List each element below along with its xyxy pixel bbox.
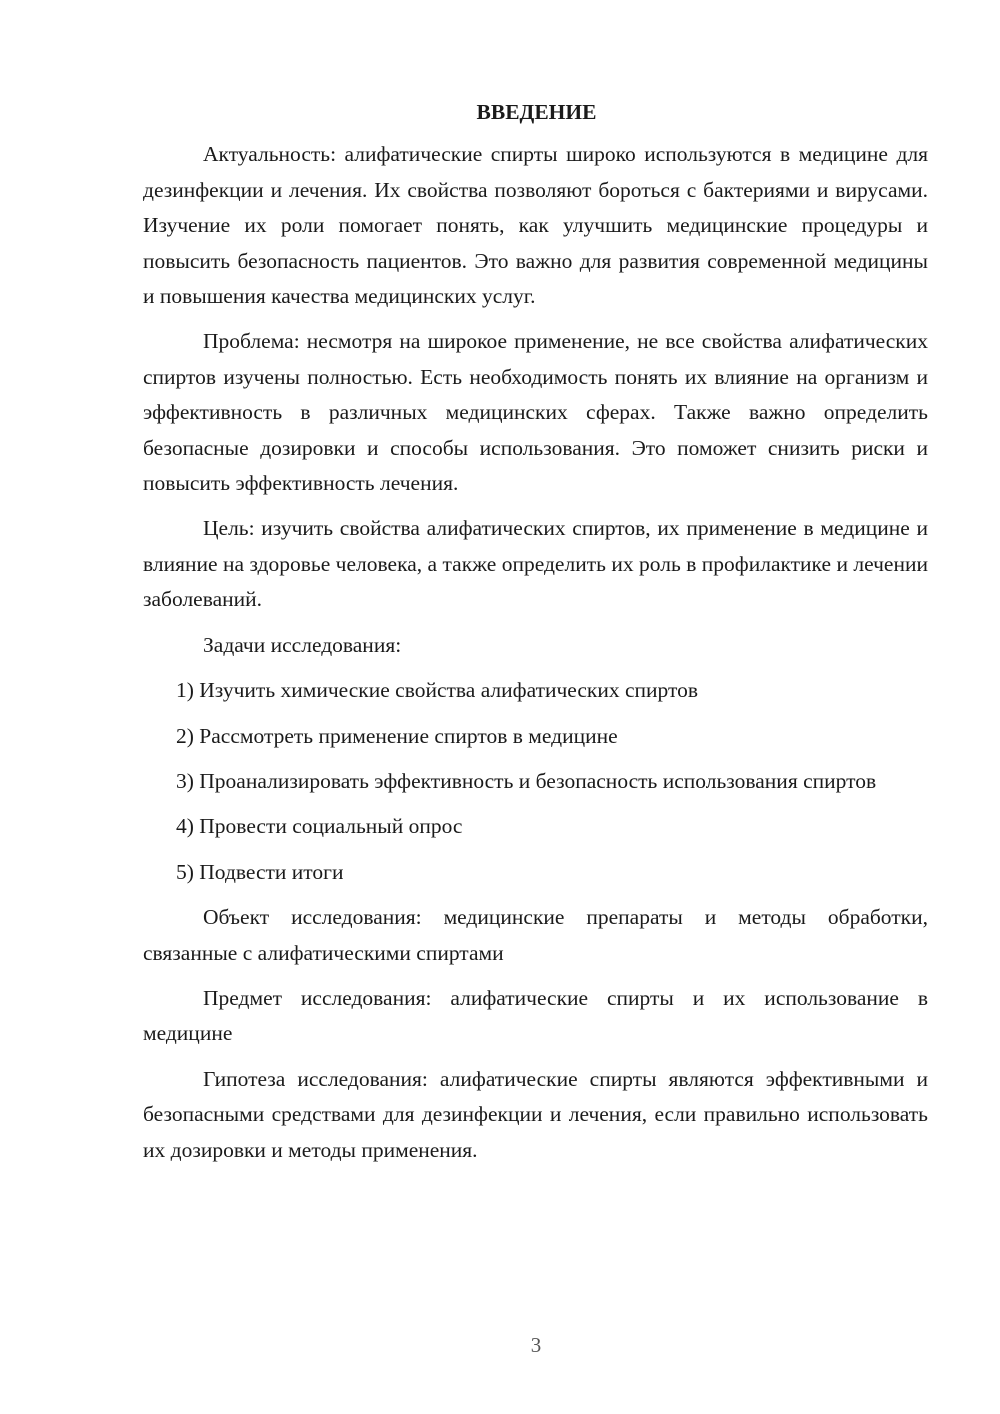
page-number: 3 [530,1333,542,1357]
page-content [143,95,928,1178]
section-heading: ВВЕДЕНИЕ [476,100,597,124]
task-item: 3) Проанализировать эффективность и безопасность использования спиртов [176,768,877,793]
paragraph-relevance: Актуальность: алифатические спирты широко используются в медицине для дезинфекции и лечения. Их свойства позволяют бороться с бактериями и вирусами. Изучение их роли помогает понять, как улучшить медицинские процедуры и повысить безопасность пациентов. Это важно для развития современной медицины и повышения качества медицинских услуг. [143,142,928,309]
task-item: 5) Подвести итоги [176,859,344,884]
paragraph-goal: Цель: изучить свойства алифатических спиртов, их применение в медицине и влияние на здоровье человека, а также определить их роль в профилактике и лечении заболеваний. [143,516,928,612]
paragraph-object: Объект исследования: медицинские препараты и методы обработки, связанные с алифатическими спиртами [143,905,928,965]
task-item: 4) Провести социальный опрос [176,814,463,839]
task-item: 2) Рассмотреть применение спиртов в медицине [176,723,618,748]
paragraph-hypothesis: Гипотеза исследования: алифатические спирты являются эффективными и безопасными средствами для дезинфекции и лечения, если правильно использовать их дозировки и методы применения. [143,1066,928,1162]
paragraph-subject: Предмет исследования: алифатические спирты и их использование в медицине [143,985,928,1046]
paragraph-tasks-intro: Задачи исследования: [203,632,402,657]
task-item: 1) Изучить химические свойства алифатических спиртов [176,678,699,703]
paragraph-problem: Проблема: несмотря на широкое применение, не все свойства алифатических спиртов изучены полностью. Есть необходимость понять их влияние на организм и эффективность в различных медицинских сферах. Также важно определить безопасные дозировки и способы использования. Это поможет снизить риски и повысить эффективность лечения. [143,329,928,496]
